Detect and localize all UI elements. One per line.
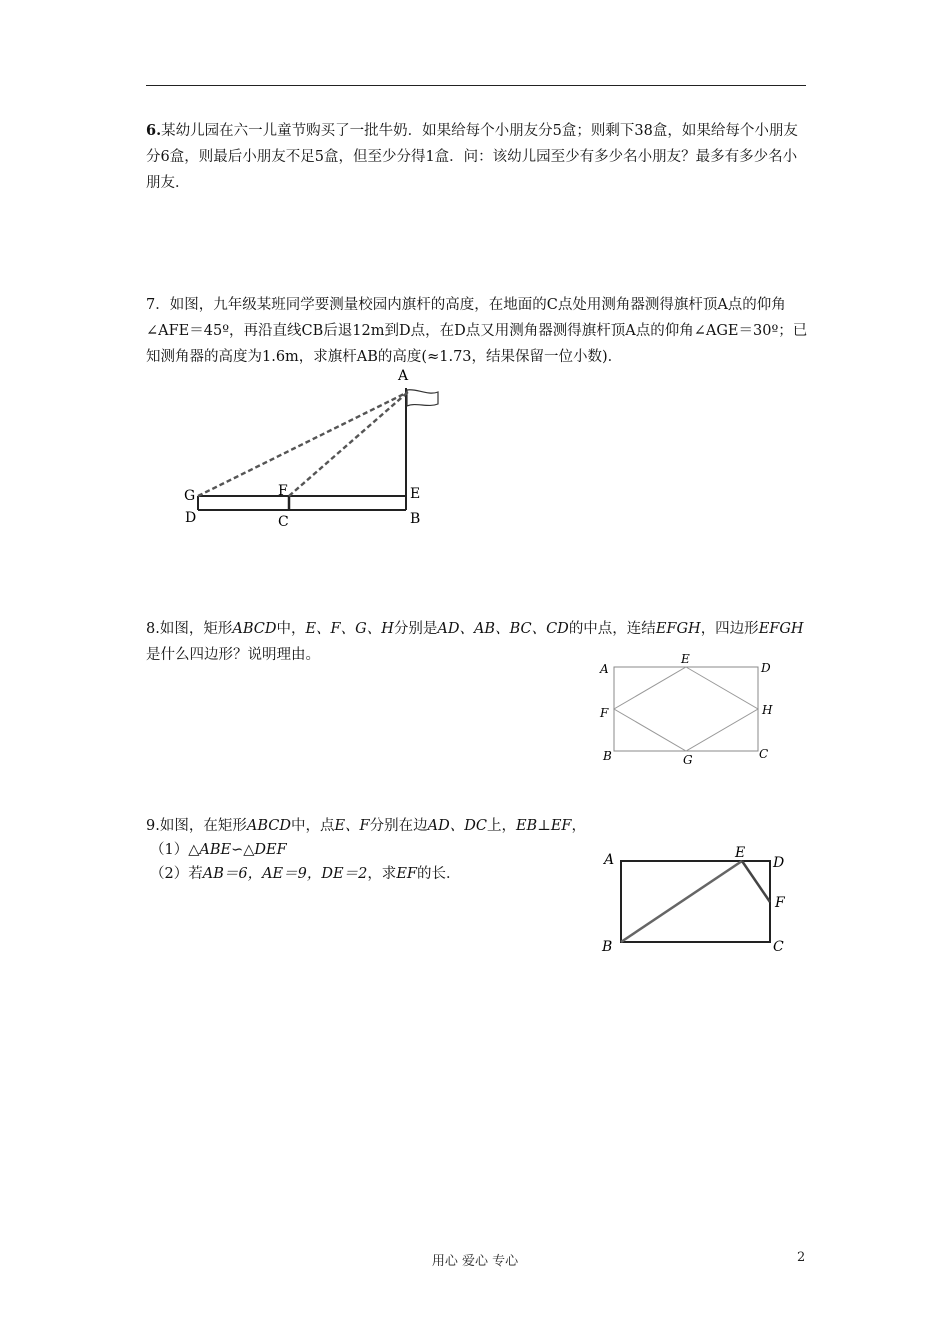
q9-head-mid2: 分别在边 bbox=[369, 818, 428, 834]
q8-text-suffix: 是什么四边形？说明理由。 bbox=[146, 647, 320, 663]
question-6-number: 6. bbox=[146, 122, 162, 139]
q9-perp: EB⊥EF bbox=[515, 818, 572, 834]
q9-abcd: ABCD bbox=[246, 818, 291, 834]
label-g: G bbox=[683, 753, 693, 767]
rhombus-efgh bbox=[614, 667, 758, 751]
question-7: 7．如图，九年级某班同学要测量校园内旗杆的高度，在地面的C点处用测角器测得旗杆顶A点的仰角∠AFE＝45º，再沿直线CB后退12m到D点，在D点又用测角器测得旗杆顶A点的仰角∠AGE＝30º；已知测角器的高度为1.6m，求旗杆AB的高度(≈1.73，结果保留一位小数)． bbox=[146, 297, 808, 365]
sight-line-g bbox=[198, 392, 408, 496]
label-e: E bbox=[410, 486, 421, 502]
q9-ef: E、F bbox=[334, 818, 370, 834]
q8-text-mid2: 分别是 bbox=[393, 621, 438, 637]
label-c: C bbox=[773, 939, 784, 955]
question-6 bbox=[146, 118, 810, 196]
q9-part2-suffix: 的长． bbox=[416, 866, 461, 882]
label-a: A bbox=[398, 368, 409, 384]
question-6-text: 某幼儿园在六一儿童节购买了一批牛奶．如果给每个小朋友分5盒；则剩下38盒，如果给每个小朋友分6盒，则最后小朋友不足5盒，但至少分得1盒．问：该幼儿园至少有多少名小朋友？最多有多少名小朋友． bbox=[146, 123, 798, 191]
question-9 bbox=[146, 814, 586, 838]
footer-motto: 用心 爱心 专心 bbox=[431, 1254, 519, 1269]
q9-head-prefix: 9.如图，在矩形 bbox=[146, 818, 247, 834]
label-b: B bbox=[602, 939, 613, 955]
question-9-part-2 bbox=[150, 862, 460, 886]
rectangle-triangle-figure bbox=[596, 840, 796, 960]
q8-text-mid1: 中， bbox=[276, 621, 306, 637]
flagpole-figure bbox=[176, 362, 476, 542]
q9-part1-statement: △ABE∽△DEF bbox=[188, 842, 287, 858]
label-b: B bbox=[410, 511, 421, 527]
q9-head-mid3: 上， bbox=[486, 818, 516, 834]
q8-points: E、F、G、H bbox=[305, 621, 394, 637]
label-e: E bbox=[735, 845, 746, 861]
q8-efgh-1: EFGH bbox=[655, 621, 701, 637]
flag-icon bbox=[407, 390, 438, 406]
label-a: A bbox=[604, 852, 615, 868]
question-9-part-1 bbox=[150, 838, 287, 862]
label-g: G bbox=[184, 488, 196, 504]
label-a: A bbox=[600, 662, 609, 676]
q9-part2-label: （2）若 bbox=[150, 866, 203, 882]
label-f: F bbox=[278, 483, 288, 499]
label-f: F bbox=[775, 895, 785, 911]
q8-sides: AD、AB、BC、CD bbox=[437, 621, 569, 637]
q9-head-suffix: ， bbox=[571, 818, 586, 834]
q8-abcd: ABCD bbox=[232, 621, 277, 637]
label-d: D bbox=[761, 661, 771, 675]
page-number: 2 bbox=[797, 1250, 806, 1265]
q9-part1-label: （1） bbox=[150, 842, 189, 858]
label-e: E bbox=[681, 652, 690, 666]
label-d: D bbox=[773, 855, 785, 871]
segment-ef bbox=[742, 861, 770, 902]
q9-sides: AD、DC bbox=[427, 818, 487, 834]
q8-text-mid3: 的中点，连结 bbox=[568, 621, 656, 637]
rectangle-midpoints-figure bbox=[592, 650, 792, 770]
label-f: F bbox=[600, 706, 609, 720]
label-d: D bbox=[185, 510, 197, 526]
q9-part2-mid: ，求 bbox=[367, 866, 397, 882]
q9-part2-values: AB＝6，AE＝9，DE＝2 bbox=[202, 866, 368, 882]
q9-part2-ef: EF bbox=[396, 866, 417, 882]
q8-text-prefix: 8.如图，矩形 bbox=[146, 621, 233, 637]
header-rule bbox=[146, 85, 806, 86]
segment-be bbox=[621, 861, 742, 942]
q8-efgh-2: EFGH bbox=[758, 621, 804, 637]
rectangle-abcd bbox=[621, 861, 770, 942]
rectangle-abcd bbox=[614, 667, 758, 751]
q9-head-mid1: 中，点 bbox=[290, 818, 335, 834]
label-b: B bbox=[603, 749, 612, 763]
sight-line-f bbox=[289, 392, 408, 496]
label-h: H bbox=[762, 703, 773, 717]
label-c: C bbox=[759, 747, 769, 761]
q8-text-mid4: ，四边形 bbox=[700, 621, 759, 637]
label-c: C bbox=[278, 514, 289, 530]
